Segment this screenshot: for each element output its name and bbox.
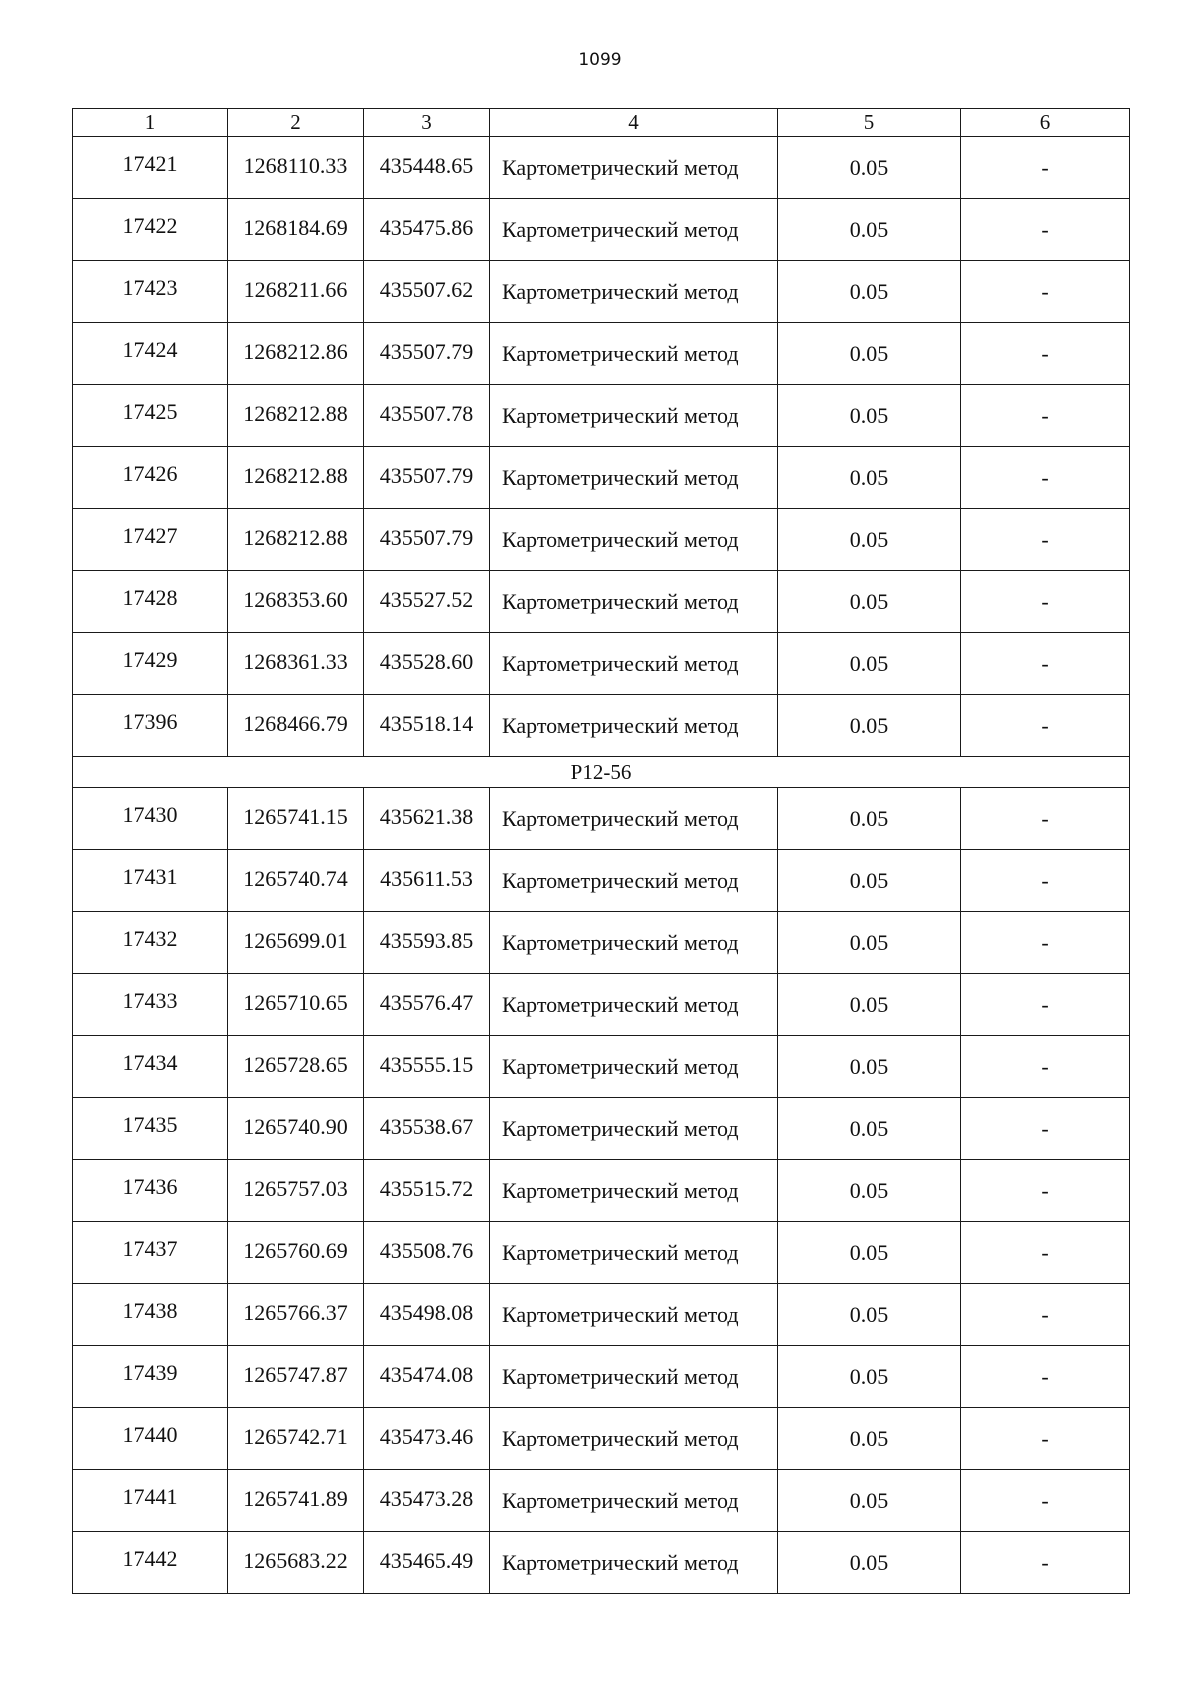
accuracy-cell: 0.05 (778, 850, 961, 912)
method-cell: Картометрический метод (490, 912, 778, 974)
note-cell: - (961, 1346, 1130, 1408)
y-coordinate-cell: 435538.67 (364, 1098, 490, 1160)
point-id-cell: 17425 (73, 385, 228, 447)
y-coordinate-cell: 435507.79 (364, 447, 490, 509)
accuracy-cell: 0.05 (778, 1160, 961, 1222)
table-row (73, 1408, 1130, 1470)
method-cell: Картометрический метод (490, 199, 778, 261)
note-cell: - (961, 912, 1130, 974)
y-coordinate-cell: 435518.14 (364, 695, 490, 757)
table-row (73, 509, 1130, 571)
table-row (73, 137, 1130, 199)
note-cell: - (961, 1470, 1130, 1532)
accuracy-cell: 0.05 (778, 1532, 961, 1594)
method-cell: Картометрический метод (490, 1408, 778, 1470)
y-coordinate-cell: 435508.76 (364, 1222, 490, 1284)
x-coordinate-cell: 1265728.65 (228, 1036, 364, 1098)
note-cell: - (961, 1098, 1130, 1160)
y-coordinate-cell: 435473.28 (364, 1470, 490, 1532)
table-row (73, 323, 1130, 385)
y-coordinate-cell: 435576.47 (364, 974, 490, 1036)
point-id-cell: 17424 (73, 323, 228, 385)
point-id-cell: 17433 (73, 974, 228, 1036)
x-coordinate-cell: 1268353.60 (228, 571, 364, 633)
note-cell: - (961, 571, 1130, 633)
table-row (73, 261, 1130, 323)
column-header: 2 (228, 109, 364, 137)
y-coordinate-cell: 435593.85 (364, 912, 490, 974)
method-cell: Картометрический метод (490, 788, 778, 850)
table-row (73, 385, 1130, 447)
table-row (73, 199, 1130, 261)
y-coordinate-cell: 435465.49 (364, 1532, 490, 1594)
method-cell: Картометрический метод (490, 1284, 778, 1346)
table-row (73, 571, 1130, 633)
note-cell: - (961, 1036, 1130, 1098)
point-id-cell: 17431 (73, 850, 228, 912)
accuracy-cell: 0.05 (778, 137, 961, 199)
note-cell: - (961, 137, 1130, 199)
y-coordinate-cell: 435527.52 (364, 571, 490, 633)
point-id-cell: 17427 (73, 509, 228, 571)
x-coordinate-cell: 1268212.88 (228, 385, 364, 447)
column-header: 5 (778, 109, 961, 137)
method-cell: Картометрический метод (490, 571, 778, 633)
note-cell: - (961, 323, 1130, 385)
y-coordinate-cell: 435474.08 (364, 1346, 490, 1408)
point-id-cell: 17434 (73, 1036, 228, 1098)
point-id-cell: 17426 (73, 447, 228, 509)
x-coordinate-cell: 1268110.33 (228, 137, 364, 199)
note-cell: - (961, 1532, 1130, 1594)
table-row (73, 1532, 1130, 1594)
section-header-row (73, 757, 1130, 788)
point-id-cell: 17435 (73, 1098, 228, 1160)
x-coordinate-cell: 1268211.66 (228, 261, 364, 323)
accuracy-cell: 0.05 (778, 385, 961, 447)
x-coordinate-cell: 1265741.89 (228, 1470, 364, 1532)
page-number: 1099 (578, 50, 622, 70)
coordinates-table (72, 108, 1130, 1594)
column-number-header-row (73, 109, 1130, 137)
y-coordinate-cell: 435555.15 (364, 1036, 490, 1098)
method-cell: Картометрический метод (490, 1036, 778, 1098)
note-cell: - (961, 633, 1130, 695)
method-cell: Картометрический метод (490, 1098, 778, 1160)
y-coordinate-cell: 435507.62 (364, 261, 490, 323)
accuracy-cell: 0.05 (778, 571, 961, 633)
accuracy-cell: 0.05 (778, 912, 961, 974)
table-row (73, 1160, 1130, 1222)
x-coordinate-cell: 1265699.01 (228, 912, 364, 974)
accuracy-cell: 0.05 (778, 788, 961, 850)
accuracy-cell: 0.05 (778, 1036, 961, 1098)
y-coordinate-cell: 435611.53 (364, 850, 490, 912)
method-cell: Картометрический метод (490, 447, 778, 509)
y-coordinate-cell: 435473.46 (364, 1408, 490, 1470)
note-cell: - (961, 1284, 1130, 1346)
point-id-cell: 17436 (73, 1160, 228, 1222)
x-coordinate-cell: 1265710.65 (228, 974, 364, 1036)
point-id-cell: 17423 (73, 261, 228, 323)
x-coordinate-cell: 1265740.90 (228, 1098, 364, 1160)
y-coordinate-cell: 435507.78 (364, 385, 490, 447)
method-cell: Картометрический метод (490, 850, 778, 912)
method-cell: Картометрический метод (490, 1532, 778, 1594)
accuracy-cell: 0.05 (778, 974, 961, 1036)
table-body (73, 109, 1130, 1594)
y-coordinate-cell: 435528.60 (364, 633, 490, 695)
point-id-cell: 17430 (73, 788, 228, 850)
x-coordinate-cell: 1265766.37 (228, 1284, 364, 1346)
method-cell: Картометрический метод (490, 1160, 778, 1222)
method-cell: Картометрический метод (490, 1346, 778, 1408)
y-coordinate-cell: 435621.38 (364, 788, 490, 850)
note-cell: - (961, 788, 1130, 850)
x-coordinate-cell: 1268212.88 (228, 447, 364, 509)
note-cell: - (961, 1222, 1130, 1284)
table-row (73, 1222, 1130, 1284)
method-cell: Картометрический метод (490, 974, 778, 1036)
table-row (73, 850, 1130, 912)
x-coordinate-cell: 1268184.69 (228, 199, 364, 261)
accuracy-cell: 0.05 (778, 323, 961, 385)
accuracy-cell: 0.05 (778, 1470, 961, 1532)
accuracy-cell: 0.05 (778, 1408, 961, 1470)
point-id-cell: 17439 (73, 1346, 228, 1408)
method-cell: Картометрический метод (490, 1222, 778, 1284)
note-cell: - (961, 447, 1130, 509)
point-id-cell: 17421 (73, 137, 228, 199)
x-coordinate-cell: 1268212.88 (228, 509, 364, 571)
accuracy-cell: 0.05 (778, 509, 961, 571)
note-cell: - (961, 261, 1130, 323)
note-cell: - (961, 1408, 1130, 1470)
x-coordinate-cell: 1265683.22 (228, 1532, 364, 1594)
x-coordinate-cell: 1265740.74 (228, 850, 364, 912)
method-cell: Картометрический метод (490, 323, 778, 385)
point-id-cell: 17441 (73, 1470, 228, 1532)
point-id-cell: 17428 (73, 571, 228, 633)
table-row (73, 912, 1130, 974)
note-cell: - (961, 1160, 1130, 1222)
point-id-cell: 17396 (73, 695, 228, 757)
column-header: 6 (961, 109, 1130, 137)
column-header: 3 (364, 109, 490, 137)
table-row (73, 1036, 1130, 1098)
column-header: 1 (73, 109, 228, 137)
section-title: Р12-56 (73, 757, 1130, 788)
x-coordinate-cell: 1265760.69 (228, 1222, 364, 1284)
accuracy-cell: 0.05 (778, 695, 961, 757)
x-coordinate-cell: 1265757.03 (228, 1160, 364, 1222)
table-row (73, 788, 1130, 850)
point-id-cell: 17422 (73, 199, 228, 261)
note-cell: - (961, 385, 1130, 447)
point-id-cell: 17432 (73, 912, 228, 974)
x-coordinate-cell: 1265742.71 (228, 1408, 364, 1470)
table-row (73, 1346, 1130, 1408)
note-cell: - (961, 974, 1130, 1036)
x-coordinate-cell: 1265741.15 (228, 788, 364, 850)
method-cell: Картометрический метод (490, 1470, 778, 1532)
method-cell: Картометрический метод (490, 509, 778, 571)
method-cell: Картометрический метод (490, 385, 778, 447)
y-coordinate-cell: 435515.72 (364, 1160, 490, 1222)
x-coordinate-cell: 1268466.79 (228, 695, 364, 757)
table-row (73, 447, 1130, 509)
note-cell: - (961, 509, 1130, 571)
point-id-cell: 17429 (73, 633, 228, 695)
y-coordinate-cell: 435448.65 (364, 137, 490, 199)
method-cell: Картометрический метод (490, 633, 778, 695)
table-row (73, 633, 1130, 695)
note-cell: - (961, 695, 1130, 757)
note-cell: - (961, 199, 1130, 261)
table-row (73, 974, 1130, 1036)
table-row (73, 1098, 1130, 1160)
table-row (73, 1470, 1130, 1532)
method-cell: Картометрический метод (490, 695, 778, 757)
method-cell: Картометрический метод (490, 261, 778, 323)
y-coordinate-cell: 435498.08 (364, 1284, 490, 1346)
y-coordinate-cell: 435475.86 (364, 199, 490, 261)
accuracy-cell: 0.05 (778, 633, 961, 695)
column-header: 4 (490, 109, 778, 137)
accuracy-cell: 0.05 (778, 1222, 961, 1284)
x-coordinate-cell: 1268361.33 (228, 633, 364, 695)
method-cell: Картометрический метод (490, 137, 778, 199)
accuracy-cell: 0.05 (778, 261, 961, 323)
y-coordinate-cell: 435507.79 (364, 509, 490, 571)
point-id-cell: 17437 (73, 1222, 228, 1284)
y-coordinate-cell: 435507.79 (364, 323, 490, 385)
x-coordinate-cell: 1265747.87 (228, 1346, 364, 1408)
point-id-cell: 17438 (73, 1284, 228, 1346)
note-cell: - (961, 850, 1130, 912)
accuracy-cell: 0.05 (778, 1346, 961, 1408)
point-id-cell: 17440 (73, 1408, 228, 1470)
table-row (73, 695, 1130, 757)
accuracy-cell: 0.05 (778, 1284, 961, 1346)
accuracy-cell: 0.05 (778, 199, 961, 261)
x-coordinate-cell: 1268212.86 (228, 323, 364, 385)
accuracy-cell: 0.05 (778, 447, 961, 509)
accuracy-cell: 0.05 (778, 1098, 961, 1160)
table-row (73, 1284, 1130, 1346)
point-id-cell: 17442 (73, 1532, 228, 1594)
